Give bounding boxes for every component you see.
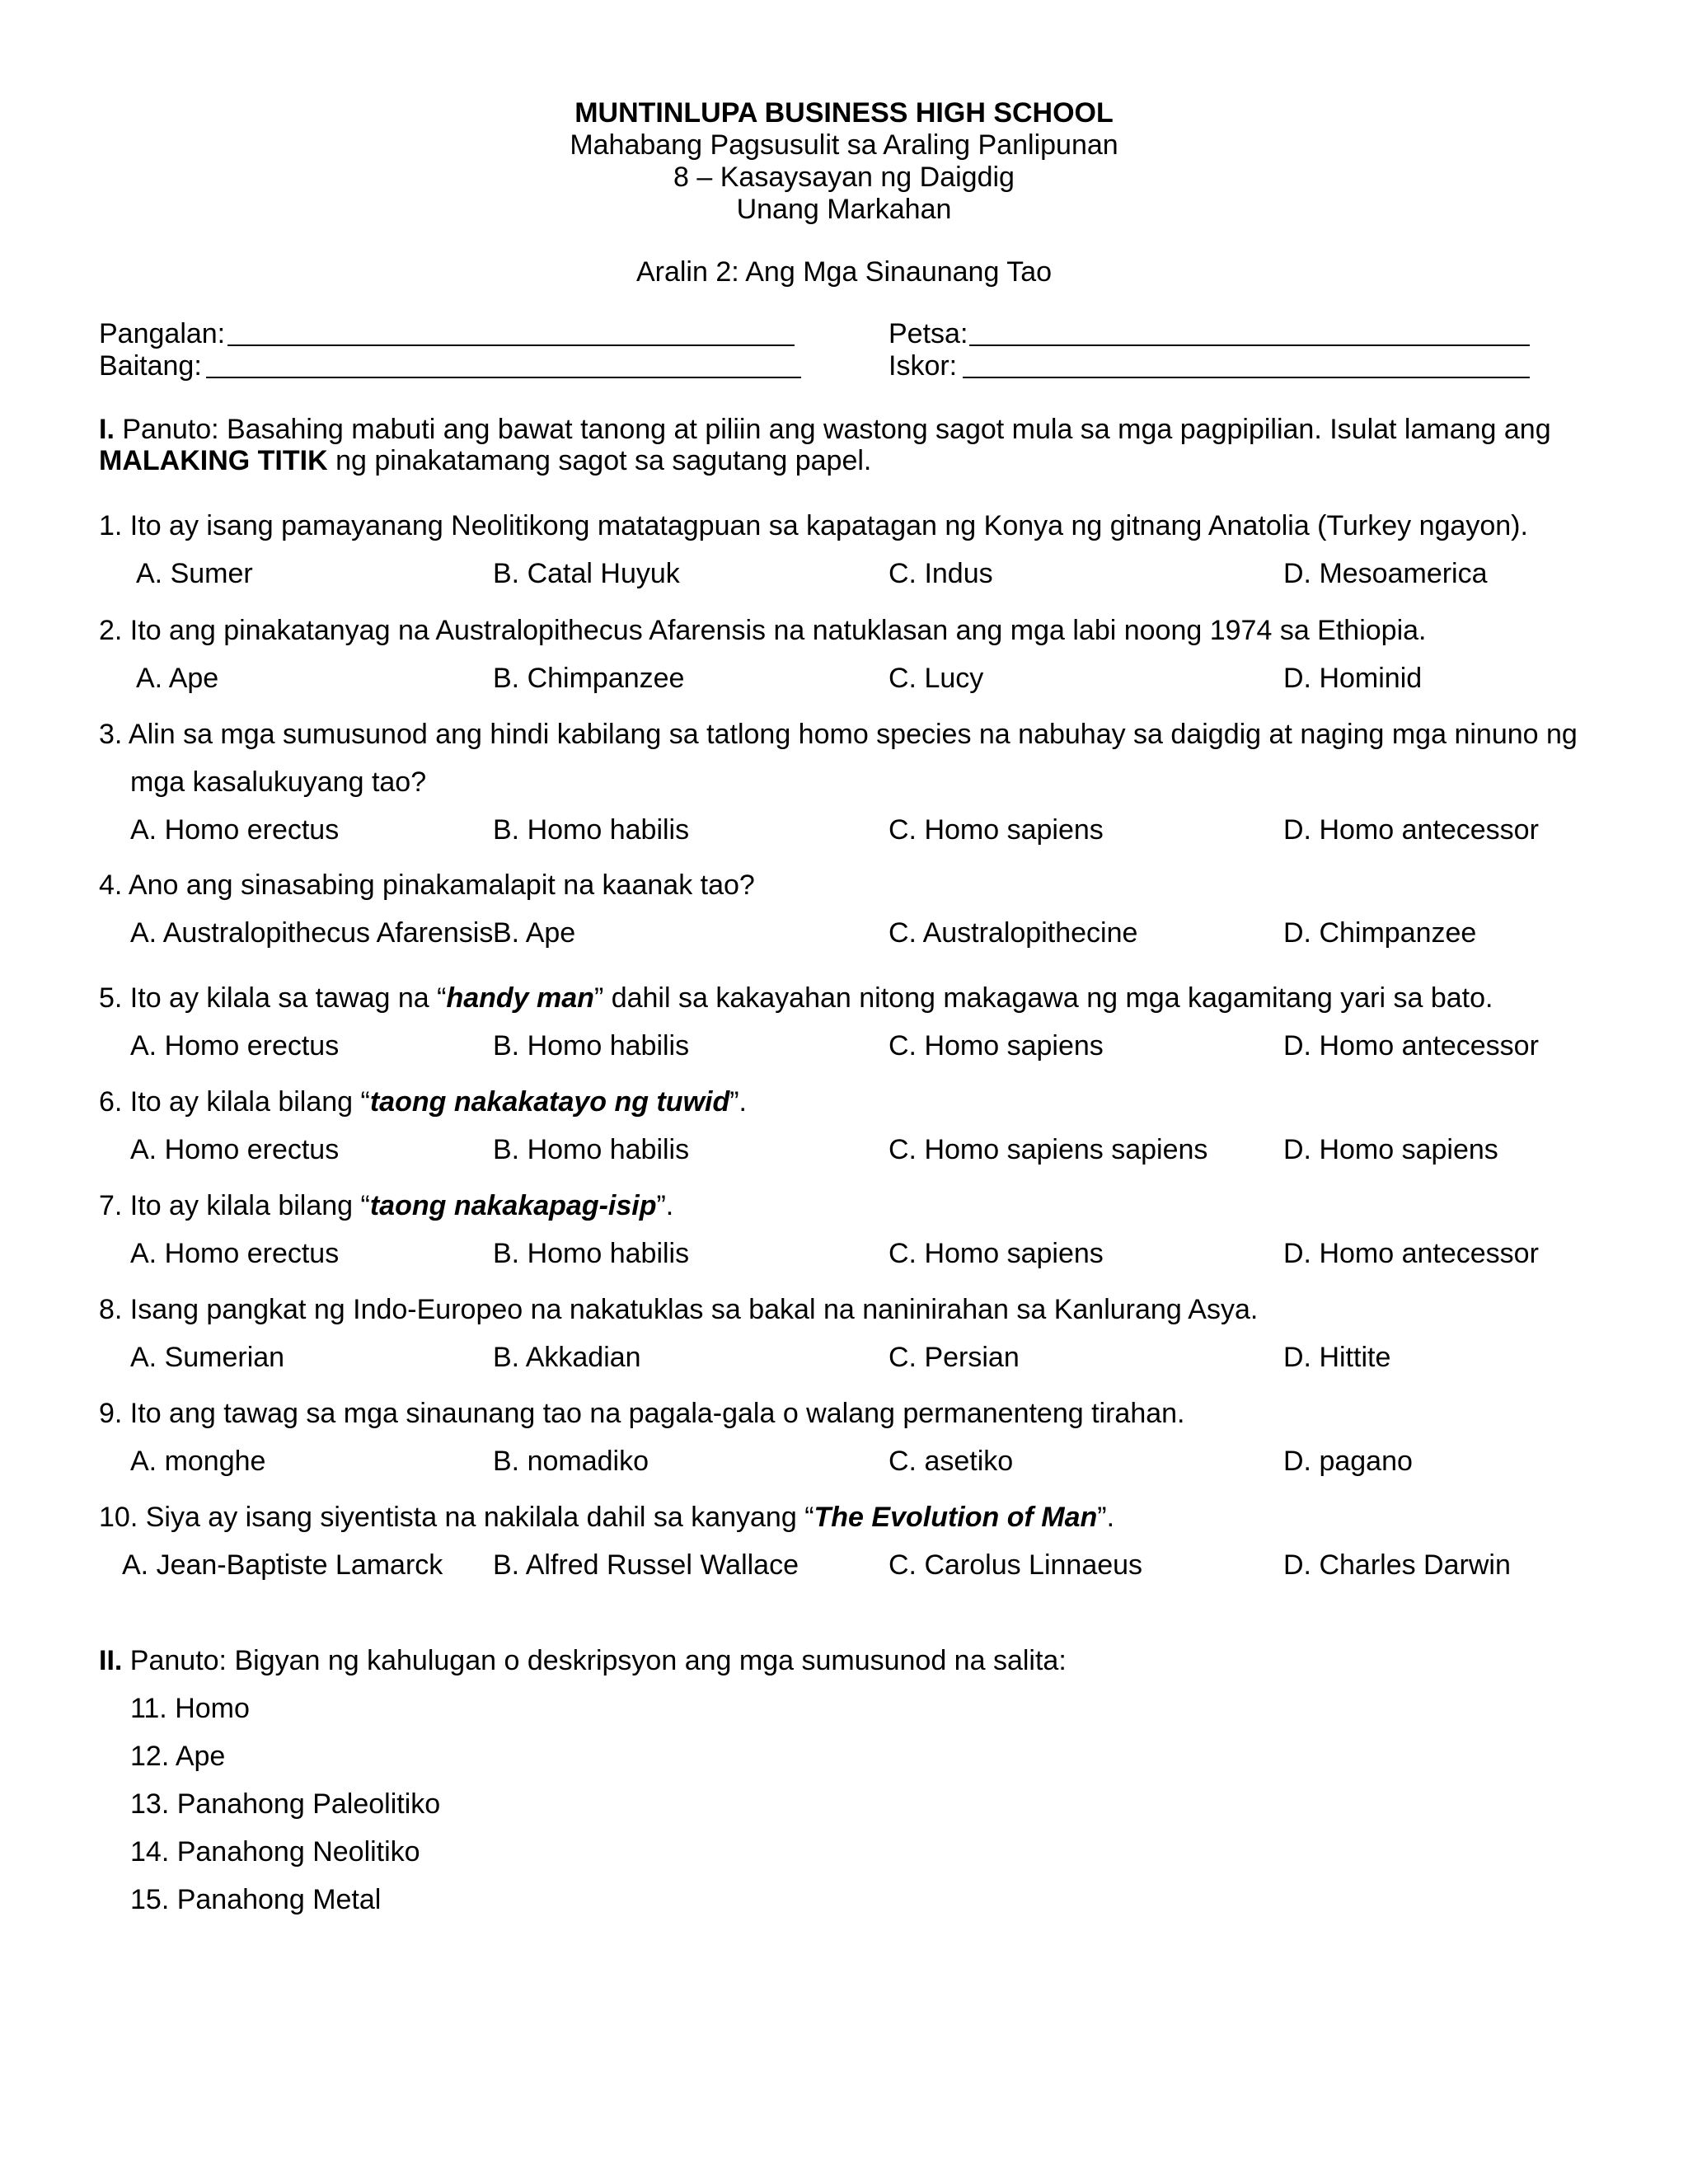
choice-d[interactable]: D. Homo antecessor — [1283, 1030, 1539, 1062]
choice-c[interactable]: C. Homo sapiens — [889, 814, 1104, 846]
question-stem: 4. Ano ang sinasabing pinakamalapit na kaanak tao? — [99, 869, 755, 901]
question-stem: 7. Ito ay kilala bilang “taong nakakapag-isip”. — [99, 1190, 674, 1221]
choice-c[interactable]: C. Carolus Linnaeus — [889, 1549, 1143, 1581]
choice-d[interactable]: D. Homo antecessor — [1283, 814, 1539, 846]
question-6 — [99, 1078, 1582, 1174]
part2-numeral: II. — [99, 1645, 123, 1676]
part1-text-1: Panuto: Basahing mabuti ang bawat tanong at piliin ang wastong sagot mula sa mga pagpipilian. Isulat lamang ang — [114, 414, 1551, 445]
grade-label: Baitang: — [99, 350, 202, 382]
list-item: 11. Homo — [130, 1693, 250, 1724]
school-name: MUNTINLUPA BUSINESS HIGH SCHOOL — [574, 97, 1114, 129]
part1-emphasis: MALAKING TITIK — [99, 445, 328, 476]
choice-d[interactable]: D. Charles Darwin — [1283, 1549, 1511, 1581]
question-4 — [99, 861, 1582, 957]
choice-b[interactable]: B. Ape — [493, 917, 576, 949]
question-stem: 9. Ito ang tawag sa mga sinaunang tao na pagala-gala o walang permanenteng tirahan. — [99, 1398, 1185, 1429]
choice-b[interactable]: B. Homo habilis — [493, 1030, 690, 1062]
choice-row — [99, 1126, 1582, 1174]
question-stem: 2. Ito ang pinakatanyag na Australopithecus Afarensis na natuklasan ang mga labi noong 1974 sa Ethiopia. — [99, 615, 1427, 646]
question-2 — [99, 607, 1582, 702]
choice-b[interactable]: B. Chimpanzee — [493, 663, 685, 694]
subject-title: 8 – Kasaysayan ng Daigdig — [673, 162, 1015, 193]
choice-a[interactable]: A. Sumer — [136, 558, 253, 589]
question-stem: 8. Isang pangkat ng Indo-Europeo na nakatuklas sa bakal na naninirahan sa Kanlurang Asya. — [99, 1294, 1259, 1325]
choice-b[interactable]: B. nomadiko — [493, 1446, 649, 1477]
quarter-title: Unang Markahan — [736, 194, 952, 225]
choice-a[interactable]: A. Jean-Baptiste Lamarck — [122, 1549, 443, 1581]
question-stem: 3. Alin sa mga sumusunod ang hindi kabilang sa tatlong homo species na nabuhay sa daigdig at naging mga ninuno ng mga kasalukuyang tao? — [99, 719, 1578, 798]
part2-list — [99, 1685, 1582, 1924]
choice-d[interactable]: D. Chimpanzee — [1283, 917, 1477, 949]
choice-row — [99, 806, 1582, 854]
choice-row — [99, 654, 1582, 702]
choice-row — [99, 909, 1582, 957]
name-field[interactable] — [227, 318, 795, 346]
choice-a[interactable]: A. monghe — [130, 1446, 266, 1477]
choice-d[interactable]: D. Homo antecessor — [1283, 1238, 1539, 1269]
list-item: 13. Panahong Paleolitiko — [130, 1788, 441, 1820]
question-1 — [99, 502, 1582, 598]
choice-d[interactable]: D. pagano — [1283, 1446, 1413, 1477]
exam-header — [0, 97, 1688, 288]
date-field[interactable] — [969, 318, 1530, 346]
choice-a[interactable]: A. Homo erectus — [130, 1238, 340, 1269]
info-row-1 — [0, 318, 1688, 351]
question-stem: 10. Siya ay isang siyentista na nakilala dahil sa kanyang “The Evolution of Man”. — [99, 1502, 1115, 1533]
choice-row — [99, 1437, 1582, 1485]
question-stem: 6. Ito ay kilala bilang “taong nakakatayo ng tuwid”. — [99, 1086, 748, 1118]
name-label: Pangalan: — [99, 318, 226, 349]
score-label: Iskor: — [889, 350, 958, 382]
choice-a[interactable]: A. Homo erectus — [130, 1134, 340, 1165]
choice-c[interactable]: C. Homo sapiens — [889, 1238, 1104, 1269]
question-stem: 1. Ito ay isang pamayanang Neolitikong matatagpuan sa kapatagan ng Konya ng gitnang Anatolia (Turkey ngayon). — [99, 510, 1528, 541]
grade-field[interactable] — [206, 350, 801, 378]
choice-b[interactable]: B. Homo habilis — [493, 1134, 690, 1165]
choice-c[interactable]: C. Indus — [889, 558, 993, 589]
date-label: Petsa: — [889, 318, 968, 349]
choice-row — [99, 1333, 1582, 1381]
score-field[interactable] — [963, 350, 1530, 378]
exam-title: Mahabang Pagsusulit sa Araling Panlipunan — [570, 129, 1118, 161]
choice-c[interactable]: C. asetiko — [889, 1446, 1014, 1477]
choice-b[interactable]: B. Homo habilis — [493, 1238, 690, 1269]
choice-c[interactable]: C. Australopithecine — [889, 917, 1138, 949]
choice-b[interactable]: B. Alfred Russel Wallace — [493, 1549, 799, 1581]
choice-a[interactable]: A. Ape — [136, 663, 219, 694]
choice-c[interactable]: C. Persian — [889, 1342, 1020, 1373]
part1-text-2: ng pinakatamang sagot sa sagutang papel. — [327, 445, 872, 476]
lesson-title: Aralin 2: Ang Mga Sinaunang Tao — [635, 256, 1053, 288]
choice-row — [99, 550, 1582, 598]
choice-c[interactable]: C. Homo sapiens sapiens — [889, 1134, 1208, 1165]
list-item: 12. Ape — [130, 1741, 226, 1772]
choice-b[interactable]: B. Homo habilis — [493, 814, 690, 846]
question-7 — [99, 1182, 1582, 1277]
choice-d[interactable]: D. Hominid — [1283, 663, 1423, 694]
question-8 — [99, 1286, 1582, 1381]
part1-directions — [99, 414, 1607, 476]
choice-c[interactable]: C. Homo sapiens — [889, 1030, 1104, 1062]
info-row-2 — [0, 350, 1688, 383]
part1-numeral: I. — [99, 414, 115, 445]
choice-d[interactable]: D. Mesoamerica — [1283, 558, 1488, 589]
question-5 — [99, 974, 1582, 1070]
question-9 — [99, 1390, 1582, 1485]
list-item: 15. Panahong Metal — [130, 1884, 382, 1915]
choice-row — [99, 1022, 1582, 1070]
choice-a[interactable]: A. Sumerian — [130, 1342, 285, 1373]
choice-a[interactable]: A. Homo erectus — [130, 814, 340, 846]
choice-a[interactable]: A. Australopithecus Afarensis — [130, 917, 494, 949]
choice-b[interactable]: B. Akkadian — [493, 1342, 641, 1373]
list-item: 14. Panahong Neolitiko — [130, 1836, 420, 1868]
choice-c[interactable]: C. Lucy — [889, 663, 984, 694]
choice-b[interactable]: B. Catal Huyuk — [493, 558, 680, 589]
choice-d[interactable]: D. Hittite — [1283, 1342, 1391, 1373]
choice-row — [99, 1541, 1582, 1589]
choice-a[interactable]: A. Homo erectus — [130, 1030, 340, 1062]
question-10 — [99, 1493, 1582, 1589]
part2-text: Panuto: Bigyan ng kahulugan o deskripsyon ang mga sumusunod na salita: — [122, 1645, 1067, 1676]
question-3 — [99, 710, 1582, 854]
choice-row — [99, 1230, 1582, 1277]
question-stem: 5. Ito ay kilala sa tawag na “handy man” dahil sa kakayahan nitong makagawa ng mga kagamitang yari sa bato. — [99, 982, 1493, 1014]
part2-section — [99, 1637, 1582, 1924]
choice-d[interactable]: D. Homo sapiens — [1283, 1134, 1498, 1165]
part2-directions — [99, 1637, 1582, 1685]
